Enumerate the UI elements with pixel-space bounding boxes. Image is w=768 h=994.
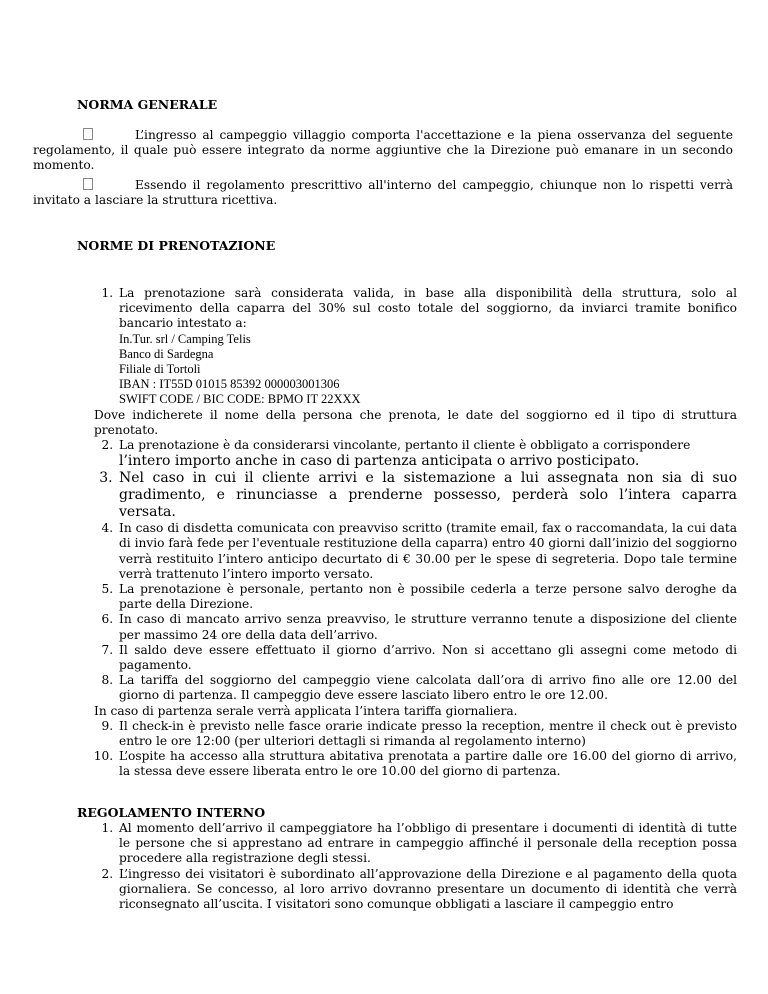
general-rules-heading: NORMA GENERALE (77, 97, 218, 112)
bank-swift: SWIFT CODE / BIC CODE: BPMO IT 22XXX (119, 392, 361, 407)
list-item: 2. La prenotazione è da considerarsi vincolante, pertanto il cliente è obbligato a corrispondere l’intero importo anche in caso di partenza anticipata o arrivo posticipato. (117, 438, 737, 470)
booking-note: In caso di partenza serale verrà applicata l’intera tariffa giornaliera. (94, 703, 518, 718)
list-item: 1. Al momento dell’arrivo il campeggiatore ha l’obbligo di presentare i documenti di identità di tutte le persone che si apprestano ad entrare in campeggio affinché il personale della reception possa procedere alla registrazione degli stessi. (117, 821, 737, 867)
bullet-icon (83, 178, 93, 190)
list-item: 1. La prenotazione sarà considerata valida, in base alla disponibilità della struttura, solo al ricevimento della caparra del 30% sul costo totale del soggiorno, da inviarci tramite bonifico bancario intestato a: In.Tur. srl / Camping Telis Banco di Sardegna Filiale di Tortolì IBAN : IT55D 01015 85392 000003001306 SWIFT CODE / BIC CODE: BPMO IT 22XXX Dove indicherete il nome della persona che prenota, le date del soggiorno ed il tipo di struttura prenotato. (117, 286, 737, 438)
bank-name: Banco di Sardegna (119, 346, 214, 361)
list-item: 4. In caso di disdetta comunicata con preavviso scritto (tramite email, fax o raccomandata, la cui data di invio farà fede per l'eventuale restituzione della caparra) entro 40 giorni dall’inizio del soggiorno verrà restituito l’intero anticipo decurtato di € 30.00 per le spese di segreteria. Dopo tale termine verrà trattenuto l’intero importo versato. (117, 521, 737, 582)
bank-iban: IBAN : IT55D 01015 85392 000003001306 (119, 377, 340, 392)
internal-rules-heading: REGOLAMENTO INTERNO (77, 805, 266, 820)
booking-rules-list (75, 286, 737, 780)
booking-note: Dove indicherete il nome della persona che prenota, le date del soggiorno ed il tipo di struttura prenotato. (94, 407, 737, 437)
booking-rules-heading: NORME DI PRENOTAZIONE (77, 238, 276, 253)
list-item: 6. In caso di mancato arrivo senza preavviso, le strutture verranno tenute a disposizione del cliente per massimo 24 ore della data dell’arrivo. (117, 612, 737, 642)
bank-holder: In.Tur. srl / Camping Telis (119, 331, 251, 346)
list-item: 9. Il check-in è previsto nelle fasce orarie indicate presso la reception, mentre il check out è previsto entro le ore 12:00 (per ulteriori dettagli si rimanda al regolamento interno) (117, 719, 737, 749)
general-rules-paragraph-2: Essendo il regolamento prescrittivo all'interno del campeggio, chiunque non lo rispetti verrà invitato a lasciare la struttura ricettiva. (33, 178, 733, 208)
list-item: 2. L’ingresso dei visitatori è subordinato all’approvazione della Direzione e al pagamento della quota giornaliera. Se concesso, al loro arrivo dovranno presentare un documento di identità che verrà riconsegnato all’uscita. I visitatori sono comunque obbligati a lasciare il campeggio entro (117, 867, 737, 913)
general-rules-paragraph-1: L’ingresso al campeggio villaggio comporta l'accettazione e la piena osservanza del seguente regolamento, il quale può essere integrato da norme aggiuntive che la Direzione può emanare in un secondo momento. (33, 128, 733, 173)
list-item: 10. L’ospite ha accesso alla struttura abitativa prenotata a partire dalle ore 16.00 del giorno di arrivo, la stessa deve essere liberata entro le ore 10.00 del giorno di partenza. (117, 749, 737, 779)
list-item: 3. Nel caso in cui il cliente arrivi e la sistemazione a lui assegnata non sia di suo gradimento, e rinunciasse a prenderne possesso, perderà solo l’intera caparra versata. (117, 470, 737, 521)
list-item: 8. La tariffa del soggiorno del campeggio viene calcolata dall’ora di arrivo fino alle ore 12.00 del giorno di partenza. Il campeggio deve essere lasciato libero entro le ore 12.00. In caso di partenza serale verrà applicata l’intera tariffa giornaliera. (117, 673, 737, 719)
list-item: 5. La prenotazione è personale, pertanto non è possibile cederla a terze persone salvo deroghe da parte della Direzione. (117, 582, 737, 612)
bank-branch: Filiale di Tortolì (119, 362, 201, 377)
list-item: 7. Il saldo deve essere effettuato il giorno d’arrivo. Non si accettano gli assegni come metodo di pagamento. (117, 643, 737, 673)
bullet-icon (83, 128, 93, 140)
internal-rules-list (75, 821, 737, 912)
